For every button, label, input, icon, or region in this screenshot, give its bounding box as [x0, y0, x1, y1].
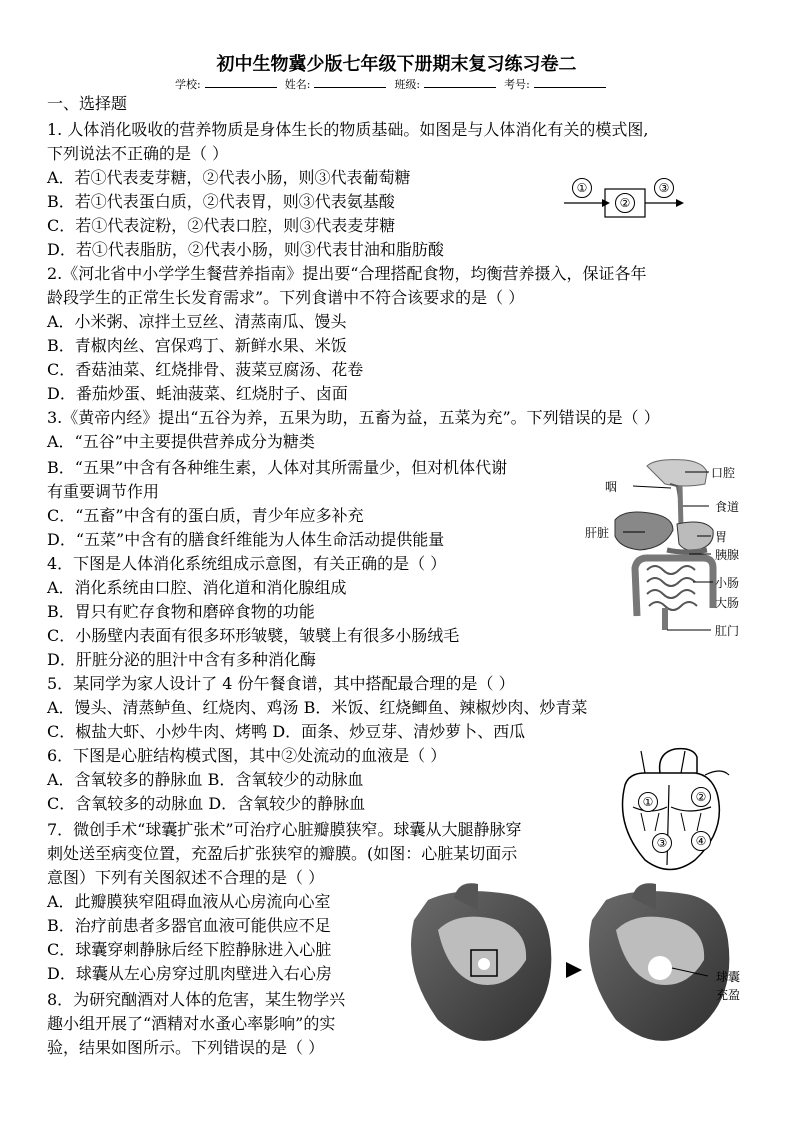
class-label: 班级: — [394, 78, 421, 91]
flow-label-3: ③ — [654, 178, 674, 198]
text-line: 6．下图是心脏结构模式图，其中②处流动的血液是（ ） — [47, 746, 447, 765]
text-line: 龄段学生的正常生长发育需求”。下列食谱中不符合该要求的是（ ） — [47, 288, 525, 307]
label-mouth: 口腔 — [711, 466, 736, 480]
text-line: D．若①代表脂肪，②代表小肠，则③代表甘油和脂肪酸 — [47, 240, 444, 259]
inflation-label: 充盈 — [716, 988, 741, 1002]
page-title: 初中生物冀少版七年级下册期末复习练习卷二 — [216, 54, 577, 75]
text-line: 验，结果如图所示。下列错误的是（ ） — [47, 1038, 325, 1057]
text-line: D．肝脏分泌的胆汁中含有多种消化酶 — [47, 650, 316, 669]
text-line: A．馒头、清蒸鲈鱼、红烧肉、鸡汤 B．米饭、红烧鲫鱼、辣椒炒肉、炒青菜 — [47, 698, 588, 717]
heart-structure-figure — [605, 745, 735, 880]
text-line: 下列说法不正确的是（ ） — [47, 144, 229, 163]
text-line: 趣小组开展了“酒精对水蚤心率影响”的实 — [47, 1014, 336, 1033]
heart-label-1: ① — [638, 792, 658, 812]
label-pancreas: 胰腺 — [715, 548, 740, 562]
text-line: C．若①代表淀粉，②代表口腔，则③代表麦芽糖 — [47, 216, 396, 235]
text-line: D．“五菜”中含有的膳食纤维能为人体生命活动提供能量 — [47, 530, 445, 549]
text-line: A．消化系统由口腔、消化道和消化腺组成 — [47, 578, 347, 597]
text-line: C．椒盐大虾、小炒牛肉、烤鸭 D．面条、炒豆芽、清炒萝卜、西瓜 — [47, 722, 526, 741]
text-line: B．青椒肉丝、宫保鸡丁、新鲜水果、米饭 — [47, 336, 347, 355]
text-line: A．此瓣膜狭窄阻碍血液从心房流向心室 — [47, 892, 331, 911]
exam-no-blank[interactable] — [534, 75, 606, 88]
student-info-row — [175, 75, 606, 92]
text-line: B．胃只有贮存食物和磨碎食物的功能 — [47, 602, 315, 621]
name-label: 姓名: — [284, 78, 311, 91]
text-line: D．番茄炒蛋、蚝油菠菜、红烧肘子、卤面 — [47, 384, 348, 403]
text-line: A．若①代表麦芽糖，②代表小肠，则③代表葡萄糖 — [47, 168, 411, 187]
flow-label-1: ① — [572, 178, 592, 198]
label-stomach: 胃 — [715, 530, 728, 544]
heart-structure-svg — [605, 745, 735, 880]
text-line: D．球囊从左心房穿过肌肉壁进入右心房 — [47, 964, 332, 983]
exam-no-label: 考号: — [504, 78, 530, 91]
text-line: 3.《黄帝内经》提出“五谷为养，五果为助，五畜为益，五菜为充”。下列错误的是（ ） — [47, 408, 660, 427]
school-blank[interactable] — [205, 75, 277, 88]
balloon-dilation-figure — [398, 880, 768, 1060]
text-line: 2.《河北省中小学学生餐营养指南》提出要“合理搭配食物，均衡营养摄入，保证各年 — [47, 264, 647, 283]
label-liver: 肝脏 — [585, 526, 610, 540]
balloon-label: 球囊 — [716, 970, 741, 984]
flow-label-2: ② — [615, 193, 635, 213]
heart-label-2: ② — [691, 787, 711, 807]
label-large-intestine: 大肠 — [715, 596, 740, 610]
text-line: 5．某同学为家人设计了 4 份午餐食谱，其中搭配最合理的是（ ） — [47, 674, 515, 693]
balloon-dilation-svg — [398, 880, 768, 1060]
school-label: 学校: — [175, 78, 201, 91]
text-line: C．含氧较多的动脉血 D．含氧较少的静脉血 — [47, 794, 366, 813]
text-line: 7．微创手术“球囊扩张术”可治疗心脏瓣膜狭窄。球囊从大腿静脉穿 — [47, 820, 522, 839]
label-anus: 肛门 — [715, 624, 740, 638]
heart-label-3: ③ — [652, 833, 672, 853]
text-line: A．含氧较多的静脉血 B．含氧较少的动脉血 — [47, 770, 364, 789]
text-line: A．“五谷”中主要提供营养成分为糖类 — [47, 432, 315, 451]
text-line: C．球囊穿刺静脉后经下腔静脉进入心脏 — [47, 940, 332, 959]
text-line: C．小肠壁内表面有很多环形皱襞，皱襞上有很多小肠绒毛 — [47, 626, 460, 645]
digestive-system-figure — [585, 458, 785, 643]
text-line: 刺处送至病变位置，充盈后扩张狭窄的瓣膜。(如图：心脏某切面示 — [47, 844, 518, 863]
text-line: C．香菇油菜、红烧排骨、菠菜豆腐汤、花卷 — [47, 360, 364, 379]
text-line: 有重要调节作用 — [47, 482, 160, 501]
text-line: A．小米粥、凉拌土豆丝、清蒸南瓜、馒头 — [47, 312, 347, 331]
label-esophagus: 食道 — [715, 500, 740, 514]
text-line: 4．下图是人体消化系统组成示意图，有关正确的是（ ） — [47, 554, 447, 573]
text-line: B．治疗前患者多器官血液可能供应不足 — [47, 916, 331, 935]
class-blank[interactable] — [424, 75, 496, 88]
digestion-flow-diagram — [562, 175, 692, 225]
label-pharynx: 咽 — [605, 480, 618, 494]
text-line: 8．为研究酗酒对人体的危害，某生物学兴 — [47, 990, 346, 1009]
section-heading: 一、选择题 — [47, 94, 128, 113]
heart-label-4: ④ — [691, 831, 711, 851]
text-line: B．若①代表蛋白质，②代表胃，则③代表氨基酸 — [47, 192, 395, 211]
name-blank[interactable] — [314, 75, 386, 88]
text-line: C．“五畜”中含有的蛋白质，青少年应多补充 — [47, 506, 364, 525]
text-line: 1. 人体消化吸收的营养物质是身体生长的物质基础。如图是与人体消化有关的模式图, — [47, 120, 649, 139]
text-line: 意图）下列有关图叙述不合理的是（ ） — [47, 868, 325, 887]
label-small-intestine: 小肠 — [715, 576, 740, 590]
text-line: B．“五果”中含有各种维生素，人体对其所需量少，但对机体代谢 — [47, 458, 508, 477]
